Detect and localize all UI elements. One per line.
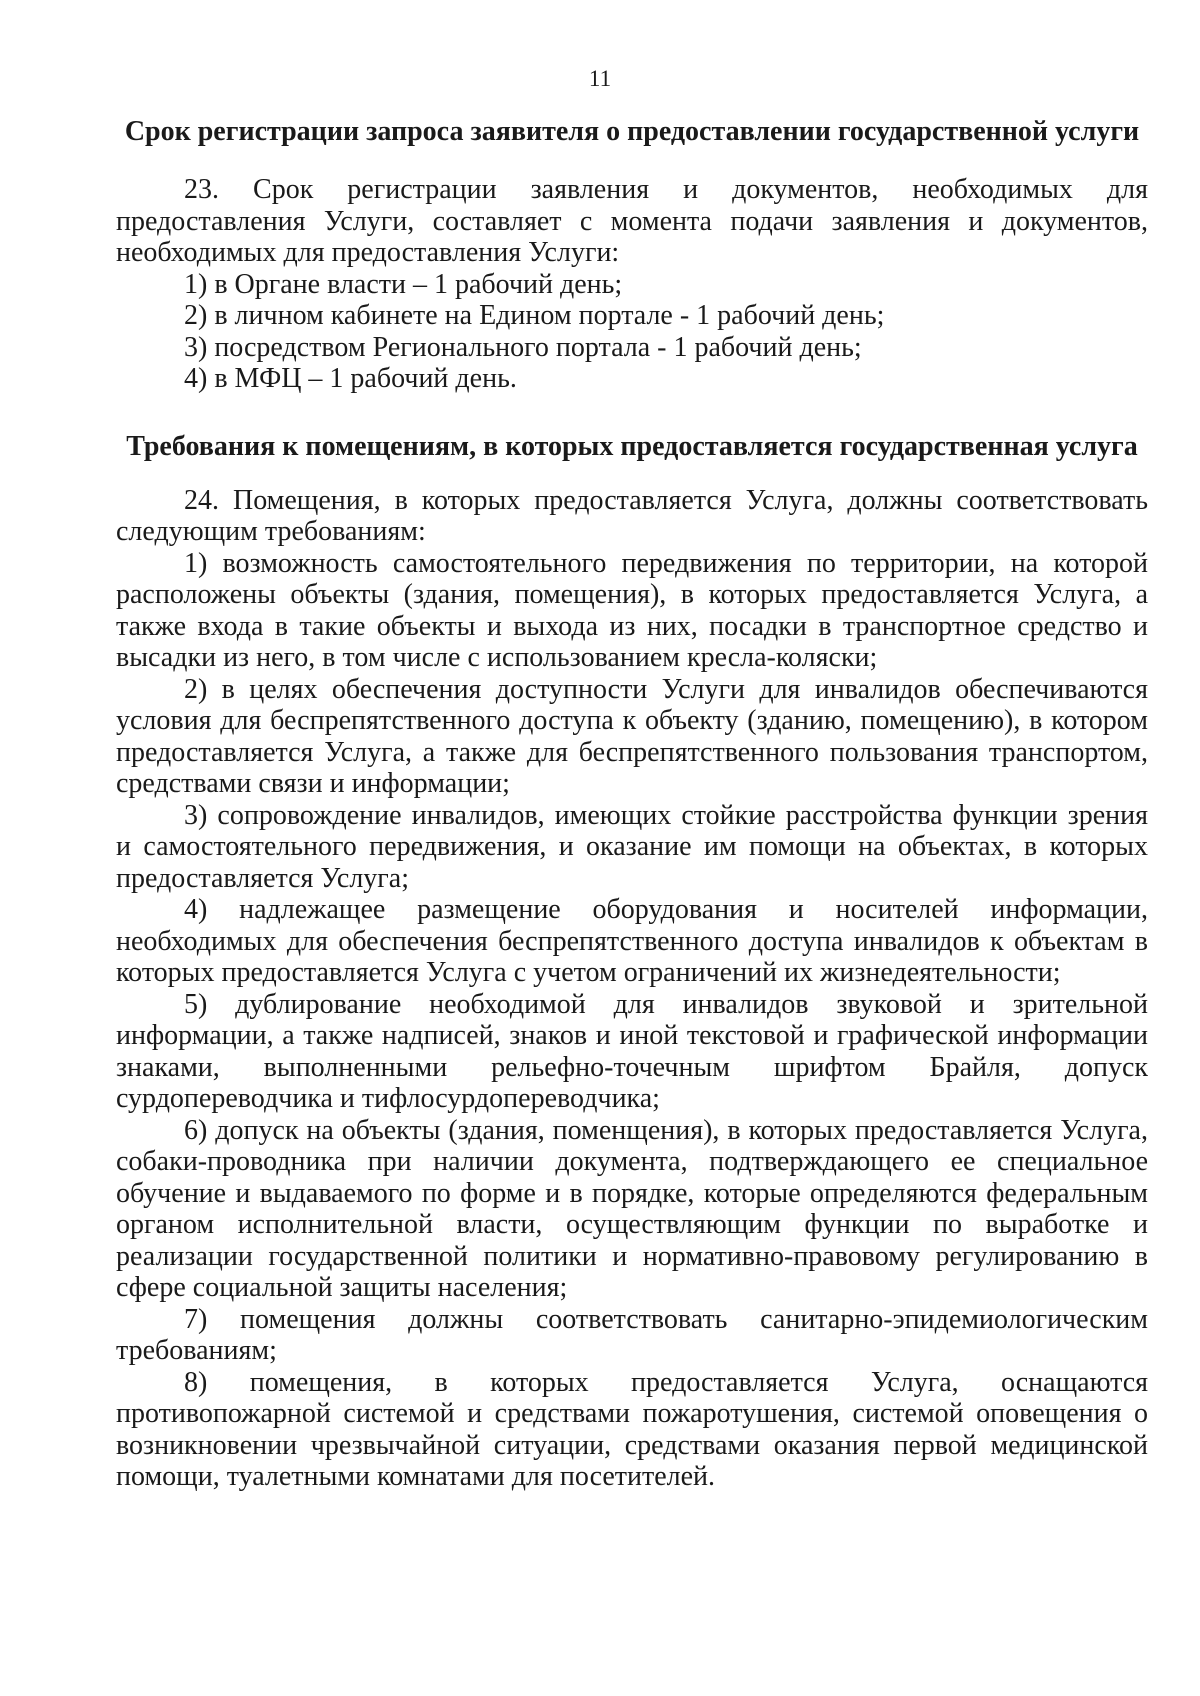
list-item: 4) в МФЦ – 1 рабочий день. [184, 363, 517, 394]
list-item: 3) посредством Регионального портала - 1 рабочий день; [184, 331, 862, 363]
list-item: 2) в личном кабинете на Едином портале - 1 рабочий день; [184, 300, 885, 331]
section-heading-registration-term: Срок регистрации запроса заявителя о предоставлении государственной услуги [124, 116, 1140, 147]
list-item: 1) возможность самостоятельного передвижения по территории, на которой расположены объекты (здания, помещения), в которых предоставляется Услуга, а также входа в такие объекты и выхода из них, посадки в транспортное средство и высадки из него, в том числе с использованием кресла-коляски; [116, 547, 1148, 673]
list-item: 1) в Органе власти – 1 рабочий день; [184, 268, 623, 300]
list-item: 7) помещения должны соответствовать санитарно-эпидемиологическим требованиям; [116, 1303, 1148, 1366]
list-item: 5) дублирование необходимой для инвалидов звуковой и зрительной информации, а также надписей, знаков и иной текстовой и графической информации знаками, выполненными рельефно-точечным шрифтом Брайля, допуск сурдопереводчика и тифлосурдопереводчика; [116, 988, 1148, 1114]
page-number: 11 [588, 66, 612, 91]
section-heading-premises-requirements: Требования к помещениям, в которых предоставляется государственная услуга [126, 430, 1138, 462]
list-item: 2) в целях обеспечения доступности Услуги для инвалидов обеспечиваются условия для беспрепятственного доступа к объекту (зданию, помещению), в котором предоставляется Услуга, а также для беспрепятственного пользования транспортом, средствами связи и информации; [116, 673, 1148, 799]
list-item: 6) допуск на объекты (здания, поменщения), в которых предоставляется Услуга, собаки-проводника при наличии документа, подтверждающего ее специальное обучение и выдаваемого по форме и в порядке, которые определяются федеральным органом исполнительной власти, осуществляющим функции по выработке и реализации государственной политики и нормативно-правовому регулированию в сфере социальной защиты населения; [116, 1114, 1148, 1303]
list-item: 4) надлежащее размещение оборудования и носителей информации, необходимых для обеспечения беспрепятственного доступа инвалидов к объектам в которых предоставляется Услуга с учетом ограничений их жизнедеятельности; [116, 894, 1148, 988]
paragraph-23: 23. Срок регистрации заявления и документов, необходимых для предоставления Услуги, составляет с момента подачи заявления и документов, необходимых для предоставления Услуги: [116, 174, 1148, 268]
list-item: 3) сопровождение инвалидов, имеющих стойкие расстройства функции зрения и самостоятельного передвижения, и оказание им помощи на объектах, в которых предоставляется Услуга; [116, 799, 1148, 894]
document-body [116, 104, 1148, 1493]
list-item: 8) помещения, в которых предоставляется Услуга, оснащаются противопожарной системой и средствами пожаротушения, системой оповещения о возникновении чрезвычайной ситуации, средствами оказания первой медицинской помощи, туалетными комнатами для посетителей. [116, 1366, 1148, 1492]
paragraph-24: 24. Помещения, в которых предоставляется Услуга, должны соответствовать следующим требованиям: [116, 484, 1148, 547]
